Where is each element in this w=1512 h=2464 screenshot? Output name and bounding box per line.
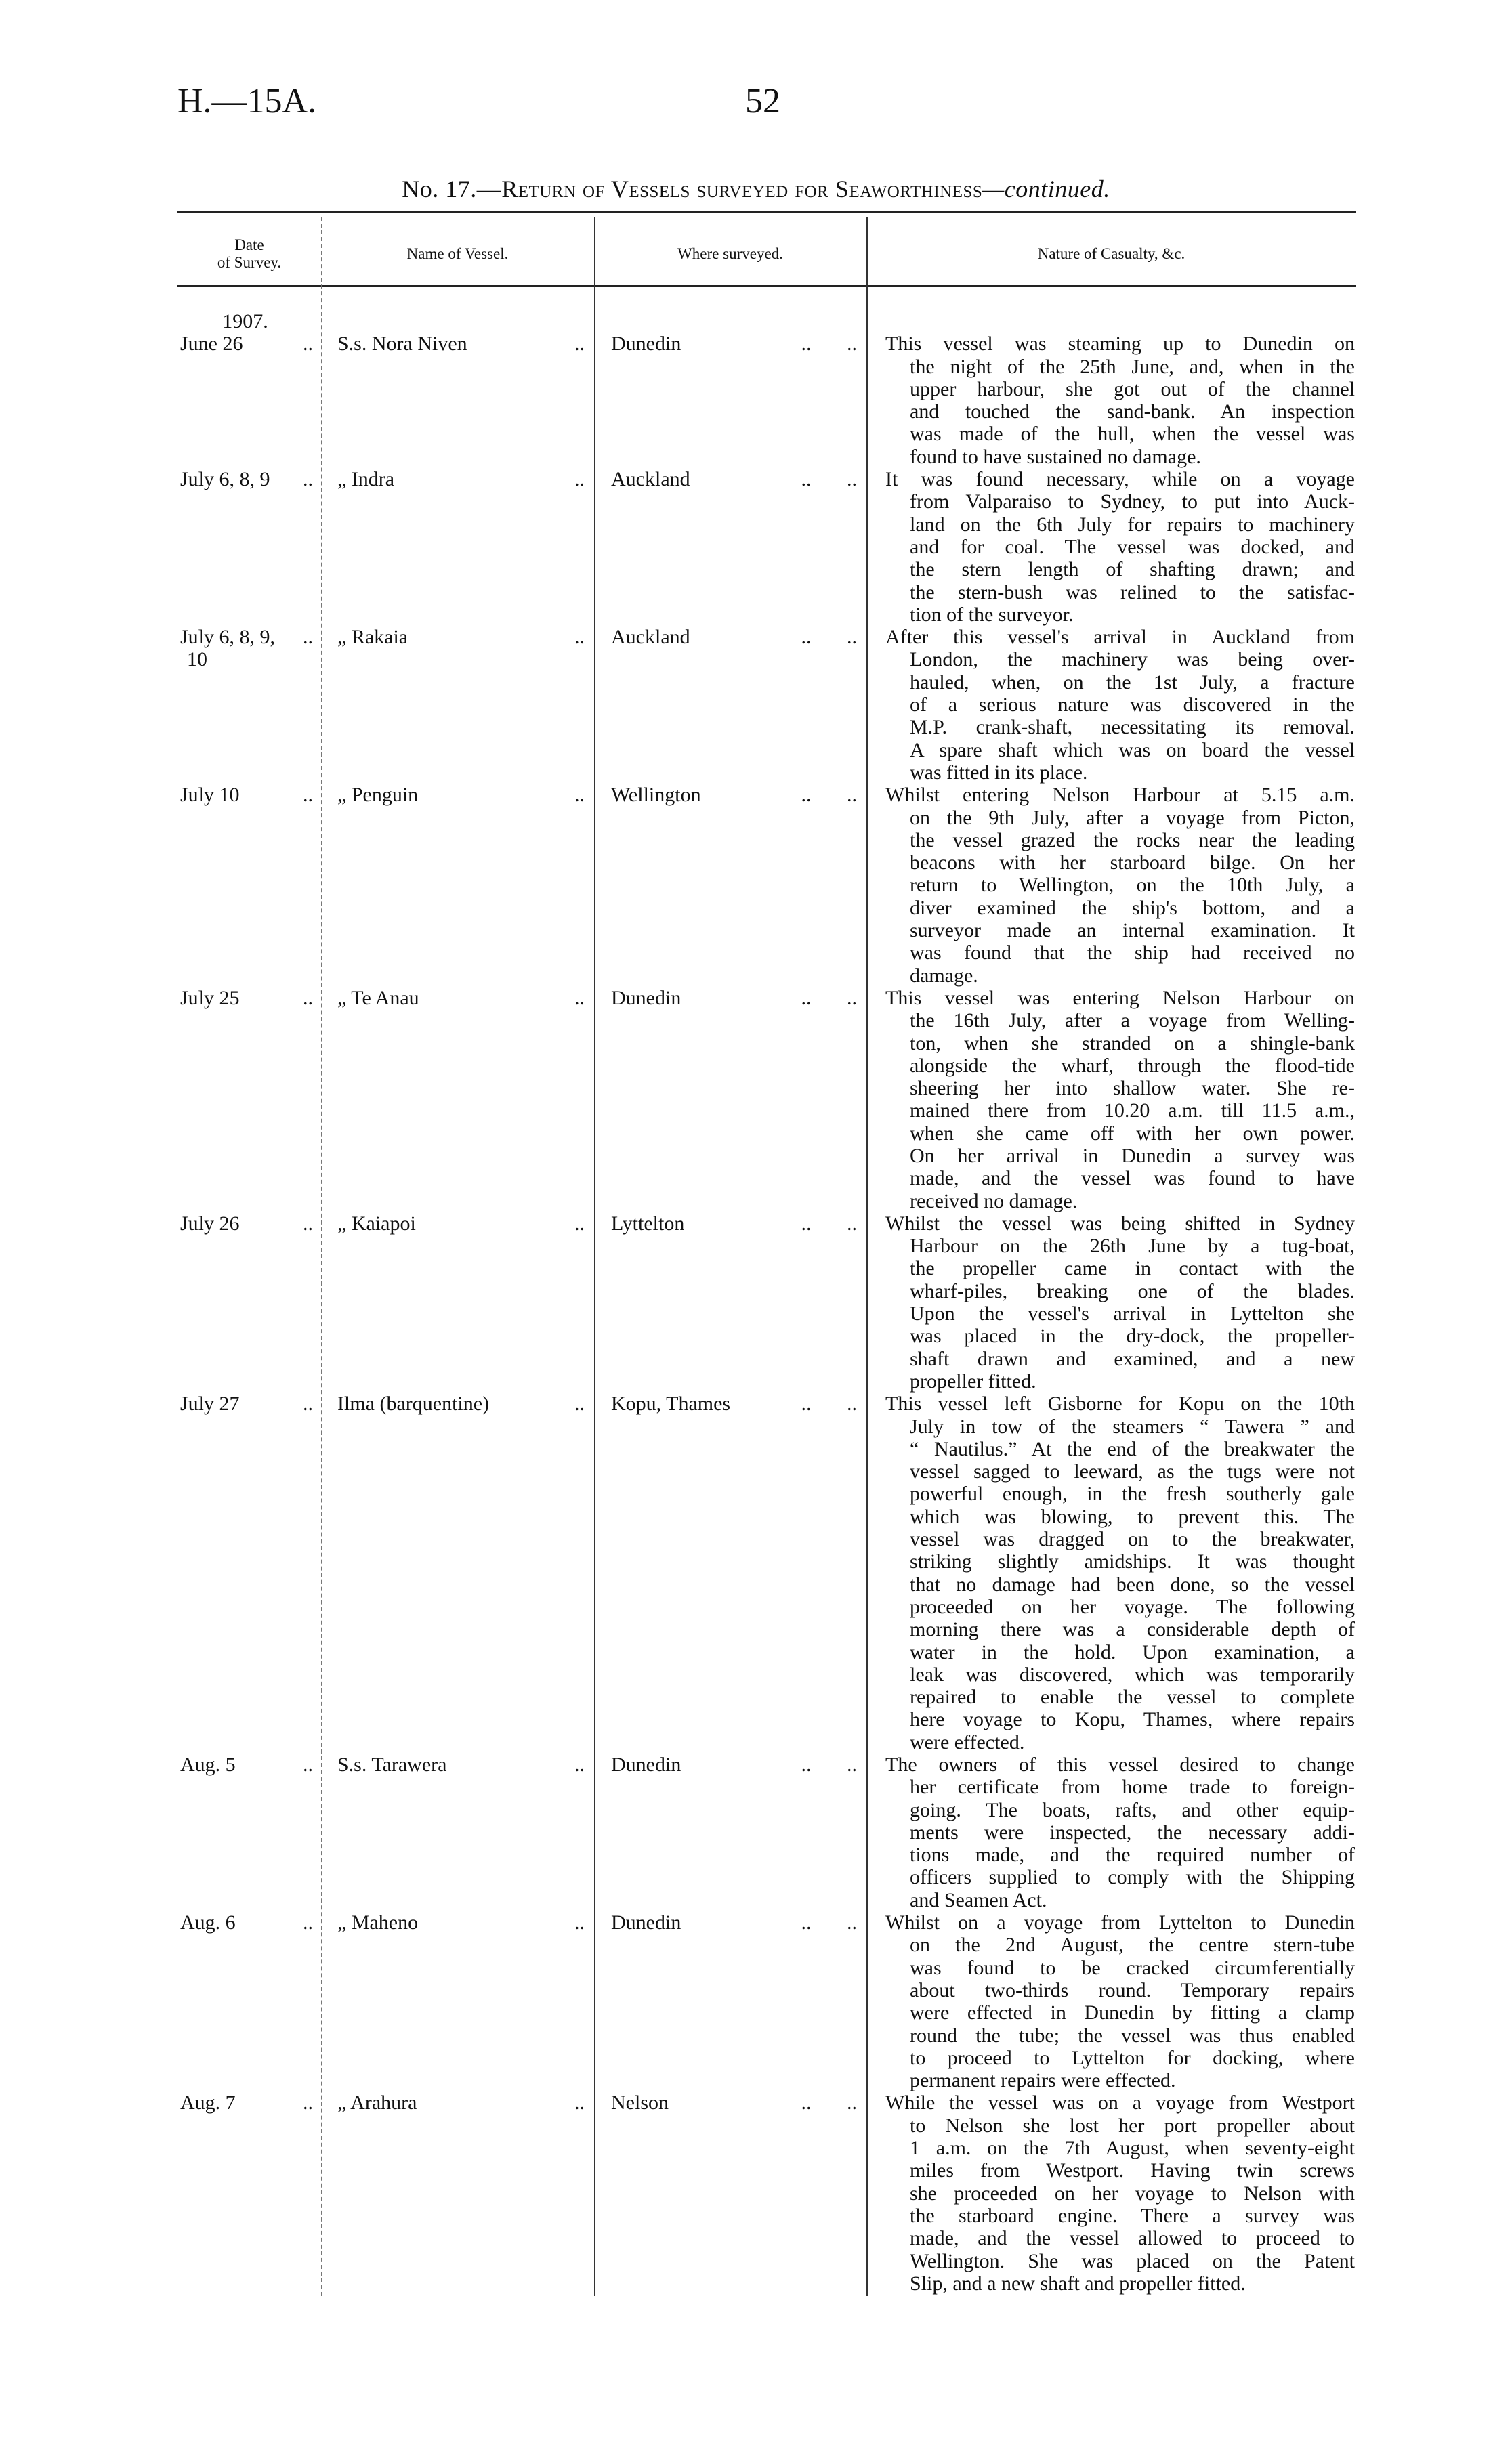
survey-date <box>177 1754 321 1911</box>
leader-dots: .. <box>303 2091 313 2115</box>
casualty-line: vessel was dragged on to the breakwater, <box>910 1528 1355 1551</box>
leader-dots: .. <box>303 784 313 807</box>
leader-dots: .. .. <box>801 626 857 649</box>
casualty-line: ments were inspected, the necessary addi- <box>910 1821 1355 1844</box>
casualty-line: upper harbour, she got out of the channel <box>910 377 1355 400</box>
casualty-line: surveyor made an internal examination. It <box>910 919 1355 942</box>
survey-location <box>594 626 866 784</box>
casualty-line: was found that the ship had received no <box>910 941 1355 964</box>
survey-location-text: Dunedin <box>611 986 681 1009</box>
survey-date-line: Aug. 6 <box>180 1911 236 1934</box>
survey-date-line: July 25 <box>180 986 240 1009</box>
survey-date <box>177 987 321 1212</box>
casualty-line: On her arrival in Dunedin a survey was <box>910 1144 1355 1167</box>
vessel-name-text: S.s. Nora Niven <box>337 333 467 356</box>
leader-dots: .. <box>574 1911 585 1934</box>
leader-dots: .. .. <box>801 468 857 491</box>
survey-date-line: June 26 <box>180 333 243 356</box>
survey-date <box>177 1911 321 2091</box>
survey-location <box>594 468 866 626</box>
casualty-line: It was found necessary, while on a voyage <box>885 468 1355 491</box>
casualty-line: was placed in the dry-dock, the propeller- <box>910 1325 1355 1348</box>
leader-dots: .. <box>574 1754 585 1776</box>
survey-location-text: Wellington <box>611 784 701 807</box>
casualty-line: ton, when she stranded on a shingle-bank <box>910 1032 1355 1055</box>
leader-dots: .. .. <box>801 986 857 1009</box>
leader-dots: .. <box>574 2091 585 2115</box>
leader-dots: .. .. <box>801 2091 857 2115</box>
casualty-line: was made of the hull, when the vessel was <box>910 423 1355 446</box>
casualty-description <box>885 1911 1355 2091</box>
leader-dots: .. .. <box>801 1911 857 1934</box>
casualty-description <box>885 987 1355 1212</box>
casualty-line: and Seamen Act. <box>910 1888 1047 1911</box>
vessel-name <box>321 468 594 626</box>
survey-date-line: Aug. 7 <box>180 2091 236 2115</box>
leader-dots: .. .. <box>801 1393 857 1416</box>
casualty-line: beacons with her starboard bilge. On her <box>910 851 1355 874</box>
title-suffix: —continued. <box>982 175 1110 203</box>
leader-dots: .. .. <box>801 1212 857 1235</box>
casualty-line: Whilst on a voyage from Lyttelton to Dunedin <box>885 1911 1355 1934</box>
casualty-line: about two-thirds round. Temporary repairs <box>910 1978 1355 2001</box>
leader-dots: .. <box>303 986 313 1009</box>
casualty-line: This vessel was entering Nelson Harbour on <box>885 986 1355 1009</box>
table-row <box>177 1911 1356 2091</box>
casualty-line: July in tow of the steamers “ Tawera ” and <box>910 1415 1355 1438</box>
survey-location-text: Dunedin <box>611 1754 681 1776</box>
survey-location <box>594 1393 866 1754</box>
casualty-description <box>885 1393 1355 1754</box>
casualty-line: the starboard engine. There a survey was <box>910 2204 1355 2227</box>
column-header-name: Name of Vessel. <box>406 245 509 262</box>
casualty-line: Slip, and a new shaft and propeller fitted. <box>910 2272 1246 2295</box>
casualty-line: 1 a.m. on the 7th August, when seventy-eight <box>910 2137 1355 2160</box>
casualty-description <box>885 1212 1355 1393</box>
leader-dots: .. <box>574 468 585 491</box>
survey-location <box>594 1911 866 2091</box>
survey-location <box>594 333 866 468</box>
column-header-date-line: of Survey. <box>217 254 282 271</box>
casualty-line: This vessel left Gisborne for Kopu on the 10th <box>885 1393 1355 1416</box>
table-row <box>177 1754 1356 1911</box>
table-row <box>177 333 1356 468</box>
survey-location <box>594 987 866 1212</box>
casualty-line: to proceed to Lyttelton for docking, where <box>910 2046 1355 2069</box>
casualty-line: round the tube; the vessel was thus enabled <box>910 2024 1355 2047</box>
casualty-description <box>885 784 1355 987</box>
casualty-line: permanent repairs were effected. <box>910 2069 1176 2092</box>
casualty-line: This vessel was steaming up to Dunedin on <box>885 333 1355 356</box>
leader-dots: .. .. <box>801 1754 857 1776</box>
leader-dots: .. <box>303 1911 313 1934</box>
casualty-line: was fitted in its place. <box>910 761 1088 784</box>
vessel-name-text: „ Kaiapoi <box>337 1212 416 1235</box>
leader-dots: .. <box>303 626 313 649</box>
vessel-name-text: „ Te Anau <box>337 986 419 1009</box>
table-body <box>177 310 1356 2295</box>
casualty-line: Harbour on the 26th June by a tug-boat, <box>910 1235 1355 1258</box>
casualty-line: miles from Westport. Having twin screws <box>910 2159 1355 2182</box>
casualty-description <box>885 2091 1355 2295</box>
survey-location <box>594 2091 866 2295</box>
casualty-line: A spare shaft which was on board the vessel <box>910 738 1355 761</box>
table-row <box>177 1212 1356 1393</box>
casualty-line: tion of the surveyor. <box>910 603 1074 626</box>
table-row <box>177 626 1356 784</box>
casualty-line: the 16th July, after a voyage from Welling- <box>910 1009 1355 1032</box>
vessel-name-text: „ Penguin <box>337 784 419 807</box>
casualty-line: tions made, and the required number of <box>910 1844 1355 1867</box>
casualty-line: her certificate from home trade to foreign- <box>910 1776 1355 1799</box>
casualty-line: to Nelson she lost her port propeller about <box>910 2114 1355 2137</box>
leader-dots: .. <box>574 1212 585 1235</box>
document-reference: H.—15A. <box>177 82 317 121</box>
casualty-line: wharf-piles, breaking one of the blades. <box>910 1279 1355 1302</box>
survey-date-line: July 6, 8, 9, <box>180 626 276 649</box>
casualty-line: made, and the vessel allowed to proceed to <box>910 2227 1355 2250</box>
casualty-line: “ Nautilus.” At the end of the breakwater the <box>910 1437 1355 1460</box>
casualty-line: Whilst entering Nelson Harbour at 5.15 a.m. <box>885 784 1355 807</box>
top-rule <box>177 211 1356 213</box>
survey-date-line: July 10 <box>180 784 240 807</box>
header-rule <box>177 285 1356 287</box>
casualty-line: made, and the vessel was found to have <box>910 1167 1355 1190</box>
vessel-name <box>321 333 594 468</box>
casualty-line: vessel sagged to leeward, as the tugs were not <box>910 1460 1355 1483</box>
vessel-name <box>321 1911 594 2091</box>
casualty-description <box>885 468 1355 626</box>
casualty-description <box>885 626 1355 784</box>
casualty-line: which was blowing, to prevent this. The <box>910 1505 1355 1528</box>
survey-date-line: July 6, 8, 9 <box>180 468 270 491</box>
casualty-line: After this vessel's arrival in Auckland from <box>885 626 1355 649</box>
survey-location <box>594 1212 866 1393</box>
casualty-line: the stern length of shafting drawn; and <box>910 558 1355 581</box>
survey-location-text: Auckland <box>611 468 690 491</box>
table-row <box>177 2091 1356 2295</box>
leader-dots: .. <box>303 1212 313 1235</box>
casualty-line: powerful enough, in the fresh southerly gale <box>910 1483 1355 1506</box>
survey-location-text: Kopu, Thames <box>611 1393 731 1416</box>
casualty-line: repaired to enable the vessel to complete <box>910 1686 1355 1709</box>
casualty-line: London, the machinery was being over- <box>910 648 1355 671</box>
casualty-line: and touched the sand-bank. An inspection <box>910 400 1355 423</box>
survey-location-text: Nelson <box>611 2091 669 2115</box>
vessel-name-text: „ Rakaia <box>337 626 408 649</box>
table-row <box>177 1393 1356 1754</box>
leader-dots: .. <box>303 468 313 491</box>
casualty-line: from Valparaiso to Sydney, to put into Auck- <box>910 490 1355 513</box>
survey-date <box>177 1393 321 1754</box>
casualty-line: While the vessel was on a voyage from Westport <box>885 2091 1355 2115</box>
leader-dots: .. <box>574 986 585 1009</box>
casualty-line: Whilst the vessel was being shifted in Sydney <box>885 1212 1355 1235</box>
casualty-line: officers supplied to comply with the Shipping <box>910 1866 1355 1889</box>
casualty-line: the night of the 25th June, and, when in the <box>910 355 1355 378</box>
casualty-line: diver examined the ship's bottom, and a <box>910 896 1355 919</box>
casualty-line: striking slightly amidships. It was thought <box>910 1550 1355 1573</box>
casualty-line: leak was discovered, which was temporarily <box>910 1663 1355 1686</box>
vessel-name <box>321 987 594 1212</box>
casualty-line: alongside the wharf, through the flood-tide <box>910 1054 1355 1077</box>
leader-dots: .. <box>574 626 585 649</box>
leader-dots: .. <box>574 333 585 356</box>
survey-date-line: July 26 <box>180 1212 240 1235</box>
vessel-name-text: „ Arahura <box>337 2091 417 2115</box>
title-main: Return of Vessels surveyed for Seaworthiness <box>501 175 983 203</box>
survey-location-text: Lyttelton <box>611 1212 685 1235</box>
casualty-line: hauled, when, on the 1st July, a fracture <box>910 671 1355 694</box>
table-row <box>177 987 1356 1212</box>
column-header-where: Where surveyed. <box>677 245 783 262</box>
survey-date <box>177 626 321 784</box>
casualty-line: were effected. <box>910 1730 1025 1754</box>
casualty-line: Wellington. She was placed on the Patent <box>910 2249 1355 2272</box>
table-row <box>177 468 1356 626</box>
casualty-line: morning there was a considerable depth of <box>910 1618 1355 1641</box>
casualty-line: going. The boats, rafts, and other equip- <box>910 1798 1355 1821</box>
casualty-line: mained there from 10.20 a.m. till 11.5 a.m., <box>910 1099 1355 1122</box>
column-header-nature: Nature of Casualty, &c. <box>1037 245 1185 262</box>
vessel-name-text: Ilma (barquentine) <box>337 1393 490 1416</box>
casualty-line: water in the hold. Upon examination, a <box>910 1640 1355 1663</box>
leader-dots: .. .. <box>801 333 857 356</box>
casualty-line: on the 2nd August, the centre stern-tube <box>910 1934 1355 1957</box>
casualty-line: when she came off with her own power. <box>910 1122 1355 1145</box>
table-row <box>177 784 1356 987</box>
casualty-line: propeller fitted. <box>910 1369 1036 1393</box>
page-number: 52 <box>745 82 780 121</box>
casualty-line: on the 9th July, after a voyage from Picton, <box>910 806 1355 829</box>
leader-dots: .. <box>574 784 585 807</box>
survey-location-text: Auckland <box>611 626 690 649</box>
survey-date <box>177 2091 321 2295</box>
casualty-line: return to Wellington, on the 10th July, a <box>910 874 1355 897</box>
casualty-line: and for coal. The vessel was docked, and <box>910 535 1355 558</box>
casualty-line: Upon the vessel's arrival in Lyttelton she <box>910 1302 1355 1325</box>
leader-dots: .. .. <box>801 784 857 807</box>
casualty-line: here voyage to Kopu, Thames, where repairs <box>910 1708 1355 1731</box>
survey-location <box>594 784 866 987</box>
vessel-name-text: „ Indra <box>337 468 395 491</box>
survey-date <box>177 468 321 626</box>
leader-dots: .. <box>303 1754 313 1776</box>
survey-date <box>177 1212 321 1393</box>
casualty-line: found to have sustained no damage. <box>910 445 1201 468</box>
casualty-line: sheering her into shallow water. She re- <box>910 1077 1355 1100</box>
survey-date-line: Aug. 5 <box>180 1754 236 1776</box>
casualty-line: that no damage had been done, so the vessel <box>910 1573 1355 1596</box>
casualty-line: the stern-bush was relined to the satisfac- <box>910 580 1355 603</box>
survey-location-text: Dunedin <box>611 1911 681 1934</box>
table-title <box>0 175 1512 203</box>
casualty-line: M.P. crank-shaft, necessitating its removal. <box>910 716 1355 739</box>
casualty-line: of a serious nature was discovered in the <box>910 694 1355 717</box>
column-header-date <box>177 224 321 284</box>
casualty-line: proceeded on her voyage. The following <box>910 1595 1355 1618</box>
vessel-name <box>321 1393 594 1754</box>
vessel-name-text: S.s. Tarawera <box>337 1754 447 1776</box>
survey-date <box>177 784 321 987</box>
casualty-line: she proceeded on her voyage to Nelson with <box>910 2182 1355 2205</box>
casualty-description <box>885 333 1355 468</box>
leader-dots: .. <box>303 1393 313 1416</box>
casualty-description <box>885 1754 1355 1911</box>
casualty-line: was found to be cracked circumferentially <box>910 1956 1355 1979</box>
column-header-date-line: Date <box>234 236 264 253</box>
leader-dots: .. <box>574 1393 585 1416</box>
vessel-name <box>321 1754 594 1911</box>
casualty-line: were effected in Dunedin by fitting a clamp <box>910 2001 1355 2024</box>
vessel-name <box>321 2091 594 2295</box>
survey-date-line: 10 <box>187 648 207 671</box>
casualty-line: the vessel grazed the rocks near the leading <box>910 828 1355 851</box>
survey-location-text: Dunedin <box>611 333 681 356</box>
vessel-name <box>321 784 594 987</box>
casualty-line: The owners of this vessel desired to change <box>885 1754 1355 1776</box>
casualty-line: the propeller came in contact with the <box>910 1257 1355 1280</box>
survey-location <box>594 1754 866 1911</box>
casualty-line: received no damage. <box>910 1189 1078 1212</box>
vessel-name-text: „ Maheno <box>337 1911 419 1934</box>
casualty-line: damage. <box>910 964 978 987</box>
survey-date <box>177 333 321 468</box>
survey-date-line: July 27 <box>180 1393 240 1416</box>
year-label: 1907. <box>222 310 268 333</box>
vessel-name <box>321 1212 594 1393</box>
title-prefix: No. 17.— <box>402 175 502 203</box>
casualty-line: shaft drawn and examined, and a new <box>910 1347 1355 1370</box>
leader-dots: .. <box>303 333 313 356</box>
vessel-name <box>321 626 594 784</box>
casualty-line: land on the 6th July for repairs to machinery <box>910 513 1355 536</box>
